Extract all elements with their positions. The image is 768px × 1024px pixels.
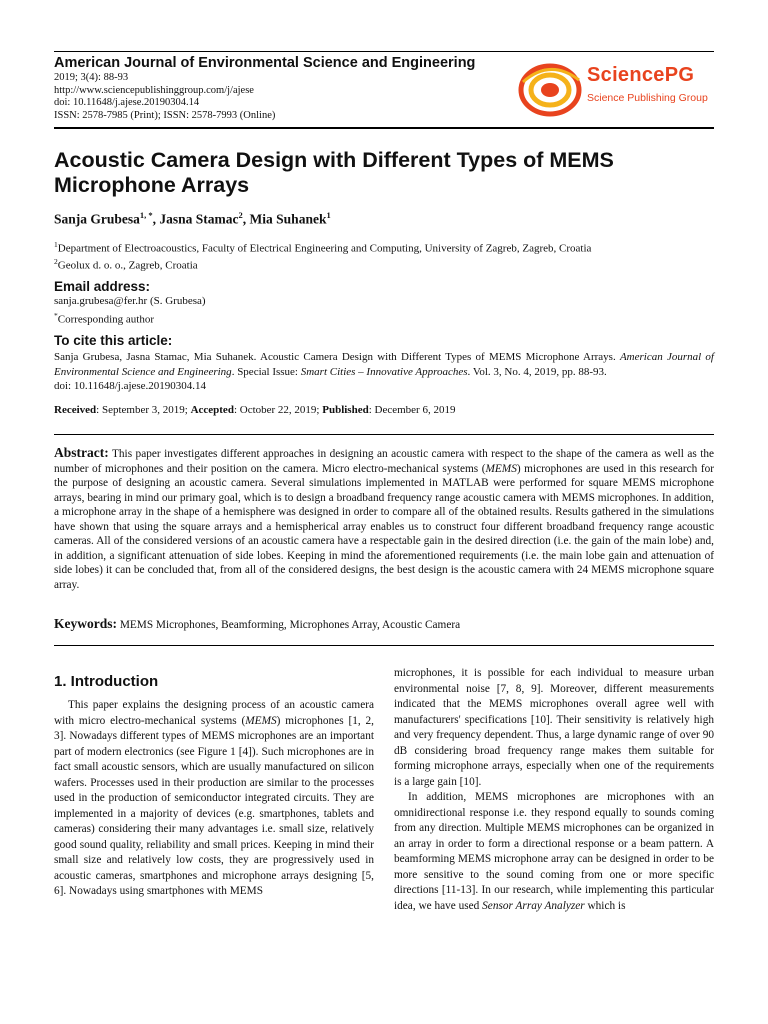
cite-heading: To cite this article:	[54, 333, 173, 348]
paragraph: microphones, it is possible for each individual to measure urban environmental noise [7, 8, 9]. Moreover, different measurements indicated that the MEMS microphones overall agree well with manufacturers' specifications [10]. Their sensitivity is relatively high and very frequency dependent. Thus, a large dynamic range of over 90 dB considering broad frequency range makes them suitable for forming microphone arrays, especially when one of the requirements is a large gain [10].	[394, 667, 714, 788]
abstract-bottom-rule	[54, 645, 714, 646]
abstract-text: ) microphones are used in this research for the purpose of designing an acoustic camera. Several simulations implemented in MATLAB were performed for square MEMS microphone arrays, bearing in mind our primary goal, which is to design a broadband frequency range acoustic camera with MEMS microphones. In addition, a microphone array in the shape of a hemisphere was designed in order to compare all of the obtained results. Results gathered in the simulations have shown that using the square arrays and a hemispherical array enables us to construct four different broadband frequency range acoustic cameras. All of the considered versions of an acoustic camera have a respectable gain in the desired direction (i.e. the gain of the main lobe) and, in addition, a significant attenuation of side lobes. Keeping in mind the aforementioned requirements (i.e. the main lobe gain and attenuation of side lobes) it can be concluded that, from all of the considered designs, the best design is the acoustic camera with 24 MEMS microphone square array.	[54, 462, 714, 591]
journal-url[interactable]: http://www.sciencepublishinggroup.com/j/ajese	[54, 84, 254, 96]
top-rule	[54, 51, 714, 52]
paragraph-text: which is	[584, 899, 626, 912]
journal-title: American Journal of Environmental Science and Engineering	[54, 55, 476, 71]
accepted-label: Accepted	[190, 404, 234, 416]
corresponding-author	[54, 311, 154, 326]
affiliation	[54, 240, 591, 255]
paragraph-text: ) microphones [1, 2, 3]. Nowadays different types of MEMS microphones are an important part of modern electronics (see Figure 1 [4]). Such microphones are in fact small acoustic sensors, which are usually manufactured on silicon wafers. Processes used in their production are similar to the processes used in the production of semiconductor integrated circuits. They are implemented in a majority of devices (e.g. smartphones, tablets and cameras) considering their many advantages i.e. small size, relatively good sound quality, reliability and small prices. Keeping in mind their small size and relatively low costs, they are progressively used in acoustic cameras, smartphones and microphone arrays designing [5, 6]. Nowadays using smartphones with MEMS	[54, 714, 374, 897]
published-label: Published	[322, 404, 369, 416]
citation-authors-title: Sanja Grubesa, Jasna Stamac, Mia Suhanek. Acoustic Camera Design with Different Types of MEMS Microphone Arrays.	[54, 351, 616, 363]
citation-special-label: . Special Issue:	[231, 365, 298, 378]
author-superscript: 1	[326, 210, 331, 220]
paragraph-italic: Sensor Array Analyzer	[482, 899, 585, 912]
abstract-mems: MEMS	[485, 462, 517, 475]
published-date: : December 6, 2019	[368, 404, 456, 416]
abstract-label: Abstract:	[54, 445, 109, 460]
article-dates	[54, 404, 455, 416]
received-label: Received	[54, 404, 97, 416]
abstract-text: This paper investigates different approaches in designing an acoustic camera with respect to the shape of the camera as well as the number of microphones and their position on the camera. Micro electro-mechanical systems (	[54, 448, 714, 475]
paragraph-italic: MEMS	[245, 714, 277, 727]
author-superscript: 1, *	[139, 210, 153, 220]
citation-volume: . Vol. 3, No. 4, 2019, pp. 88-93.	[467, 365, 607, 378]
logo-name: SciencePG	[587, 64, 695, 86]
introduction-heading: 1. Introduction	[54, 673, 159, 690]
paragraph-text: In addition, MEMS microphones are microphones with an omnidirectional response i.e. they respond equally to sounds coming from any direction. Multiple MEMS microphones can be organized in an array in order to form a directional response or a beam pattern. A beamforming MEMS microphone array can be designed in order to be more sensitive to the sound coming from one or more specific directions [11-13]. In our research, while implementing this particular idea, we have used	[394, 791, 714, 912]
author-superscript: 2	[238, 210, 243, 220]
affiliation-text: Geolux d. o. o., Zagreb, Croatia	[57, 259, 198, 272]
affiliation-number: 2	[54, 257, 58, 266]
sciencepg-logo	[517, 60, 717, 118]
keywords-label: Keywords:	[54, 616, 117, 631]
paper-title: Acoustic Camera Design with Different Types of MEMS Microphone Arrays	[54, 148, 614, 197]
affiliation	[54, 257, 198, 272]
journal-doi: doi: 10.11648/j.ajese.20190304.14	[54, 97, 200, 108]
author-name: Jasna Stamac	[159, 211, 239, 227]
affiliation-number: 1	[54, 240, 58, 249]
journal-issn: ISSN: 2578-7985 (Print); ISSN: 2578-7993 (Online)	[54, 109, 276, 121]
left-column	[54, 698, 374, 900]
received-date: : September 3, 2019;	[96, 404, 191, 416]
corresponding-mark: *	[54, 311, 58, 320]
accepted-date: : October 22, 2019;	[233, 404, 323, 416]
paragraph	[394, 790, 714, 914]
author-separator: ,	[242, 211, 250, 227]
journal-issue: 2019; 3(4): 88-93	[54, 72, 129, 83]
citation-special-issue: Smart Cities – Innovative Approaches	[300, 365, 468, 378]
abstract-top-rule	[54, 434, 714, 435]
abstract	[54, 446, 714, 592]
citation-journal: American Journal of Environmental Science and Engineering	[54, 351, 714, 378]
citation-doi: doi: 10.11648/j.ajese.20190304.14	[54, 380, 207, 392]
keywords-text: MEMS Microphones, Beamforming, Microphones Array, Acoustic Camera	[119, 619, 461, 631]
corresponding-text: Corresponding author	[57, 313, 154, 326]
logo-subtitle: Science Publishing Group	[587, 92, 708, 104]
email-address[interactable]: sanja.grubesa@fer.hr (S. Grubesa)	[54, 295, 206, 307]
citation-text	[54, 350, 714, 394]
author-name: Sanja Grubesa	[54, 211, 140, 227]
keywords	[54, 616, 460, 632]
header-bottom-rule	[54, 127, 714, 129]
paragraph-text: This paper explains the designing process of an acoustic camera with micro electro-mechanical systems (	[54, 699, 374, 727]
author-name: Mia Suhanek	[249, 211, 327, 227]
author-list	[54, 210, 331, 228]
email-heading: Email address:	[54, 279, 151, 294]
paragraph	[54, 698, 374, 900]
affiliation-text: Department of Electroacoustics, Faculty of Electrical Engineering and Computing, University of Zagreb, Zagreb, Croatia	[57, 242, 592, 255]
sciencepg-logo-icon	[517, 60, 583, 118]
right-column	[394, 666, 714, 914]
author-separator: ,	[152, 211, 160, 227]
